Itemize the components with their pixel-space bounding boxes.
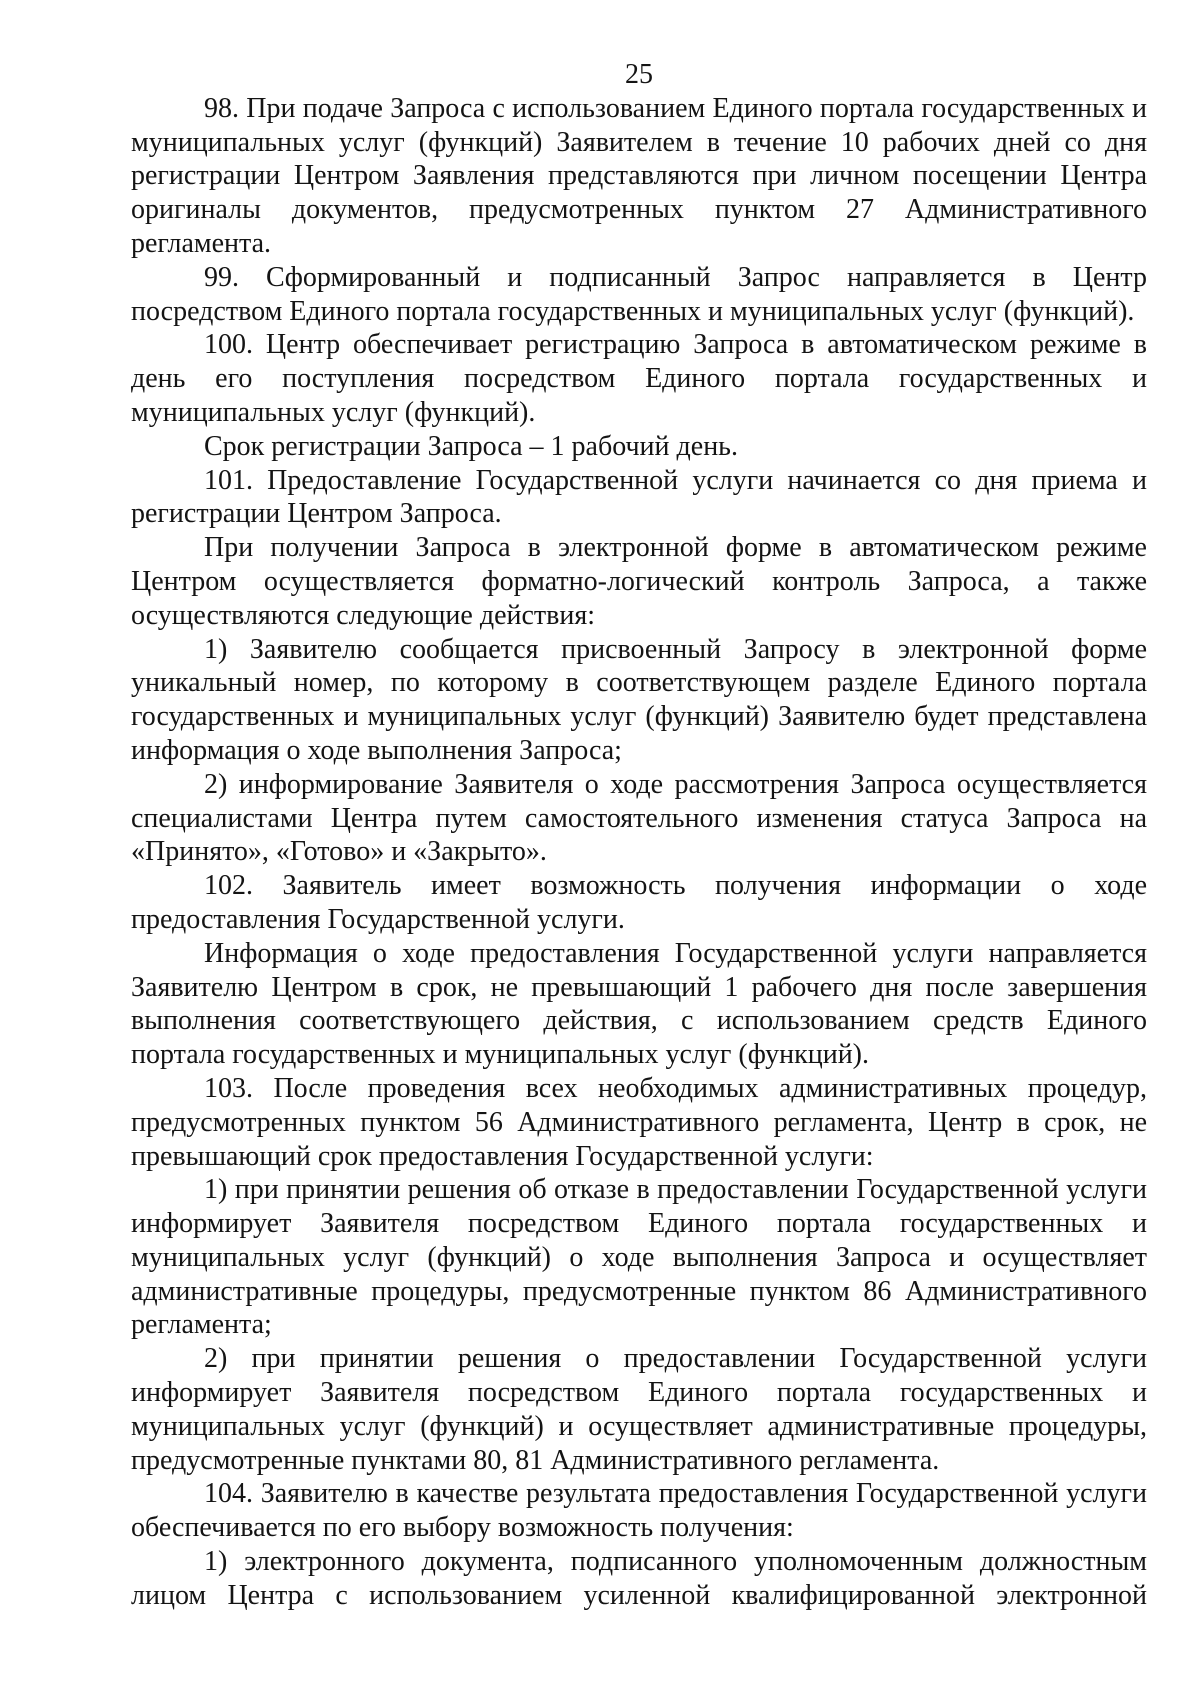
list-item-status-informing: 2) информирование Заявителя о ходе рассмотрения Запроса осуществляется специалистами Центра путем самостоятельного изменения статуса Запроса на «Принято», «Готово» и «Закрыто». — [131, 768, 1147, 868]
list-item-refusal-decision: 1) при принятии решения об отказе в предоставлении Государственной услуги информирует Заявителя посредством Единого портала государственных и муниципальных услуг (функций) о ходе выполнения Запроса и осуществляет административные процедуры, предусмотренные пунктом 86 Административного регламента; — [131, 1174, 1147, 1341]
document-page — [131, 58, 1147, 1613]
list-item-unique-number: 1) Заявителю сообщается присвоенный Запросу в электронной форме уникальный номер, по которому в соответствующем разделе Единого портала государственных и муниципальных услуг (функций) Заявителю будет представлена информация о ходе выполнения Запроса; — [131, 633, 1147, 766]
paragraph-electronic-request: При получении Запроса в электронной форме в автоматическом режиме Центром осуществляется форматно-логический контроль Запроса, а также осуществляются следующие действия: — [131, 532, 1147, 631]
paragraph-104: 104. Заявителю в качестве результата предоставления Государственной услуги обеспечивается по его выбору возможность получения: — [131, 1478, 1147, 1544]
paragraph-98: 98. При подаче Запроса с использованием Единого портала государственных и муниципальных услуг (функций) Заявителем в течение 10 рабочих дней со дня регистрации Центром Заявления представляются при личном посещении Центра оригиналы документов, предусмотренных пунктом 27 Административного регламента. — [131, 92, 1147, 259]
paragraph-99: 99. Сформированный и подписанный Запрос направляется в Центр посредством Единого портала государственных и муниципальных услуг (функций). — [131, 261, 1147, 327]
paragraph-101: 101. Предоставление Государственной услуги начинается со дня приема и регистрации Центром Запроса. — [131, 464, 1147, 530]
list-item-electronic-document: 1) электронного документа, подписанного уполномоченным должностным лицом Центра с использованием усиленной квалифицированной электронной — [131, 1546, 1147, 1611]
paragraph-102: 102. Заявитель имеет возможность получения информации о ходе предоставления Государственной услуги. — [131, 870, 1147, 935]
paragraph-registration-term: Срок регистрации Запроса – 1 рабочий день. — [204, 430, 738, 462]
list-item-approval-decision: 2) при принятии решения о предоставлении Государственной услуги информирует Заявителя посредством Единого портала государственных и муниципальных услуг (функций) и осуществляет административные процедуры, предусмотренные пунктами 80, 81 Административного регламента. — [131, 1343, 1147, 1476]
page-number: 25 — [625, 59, 653, 90]
paragraph-103: 103. После проведения всех необходимых административных процедур, предусмотренных пунктом 56 Административного регламента, Центр в срок, не превышающий срок предоставления Государственной услуги: — [131, 1072, 1147, 1172]
paragraph-progress-information: Информация о ходе предоставления Государственной услуги направляется Заявителю Центром в срок, не превышающий 1 рабочего дня после завершения выполнения соответствующего действия, с использованием средств Единого портала государственных и муниципальных услуг (функций). — [131, 937, 1147, 1071]
paragraph-100: 100. Центр обеспечивает регистрацию Запроса в автоматическом режиме в день его поступления посредством Единого портала государственных и муниципальных услуг (функций). — [131, 329, 1147, 428]
